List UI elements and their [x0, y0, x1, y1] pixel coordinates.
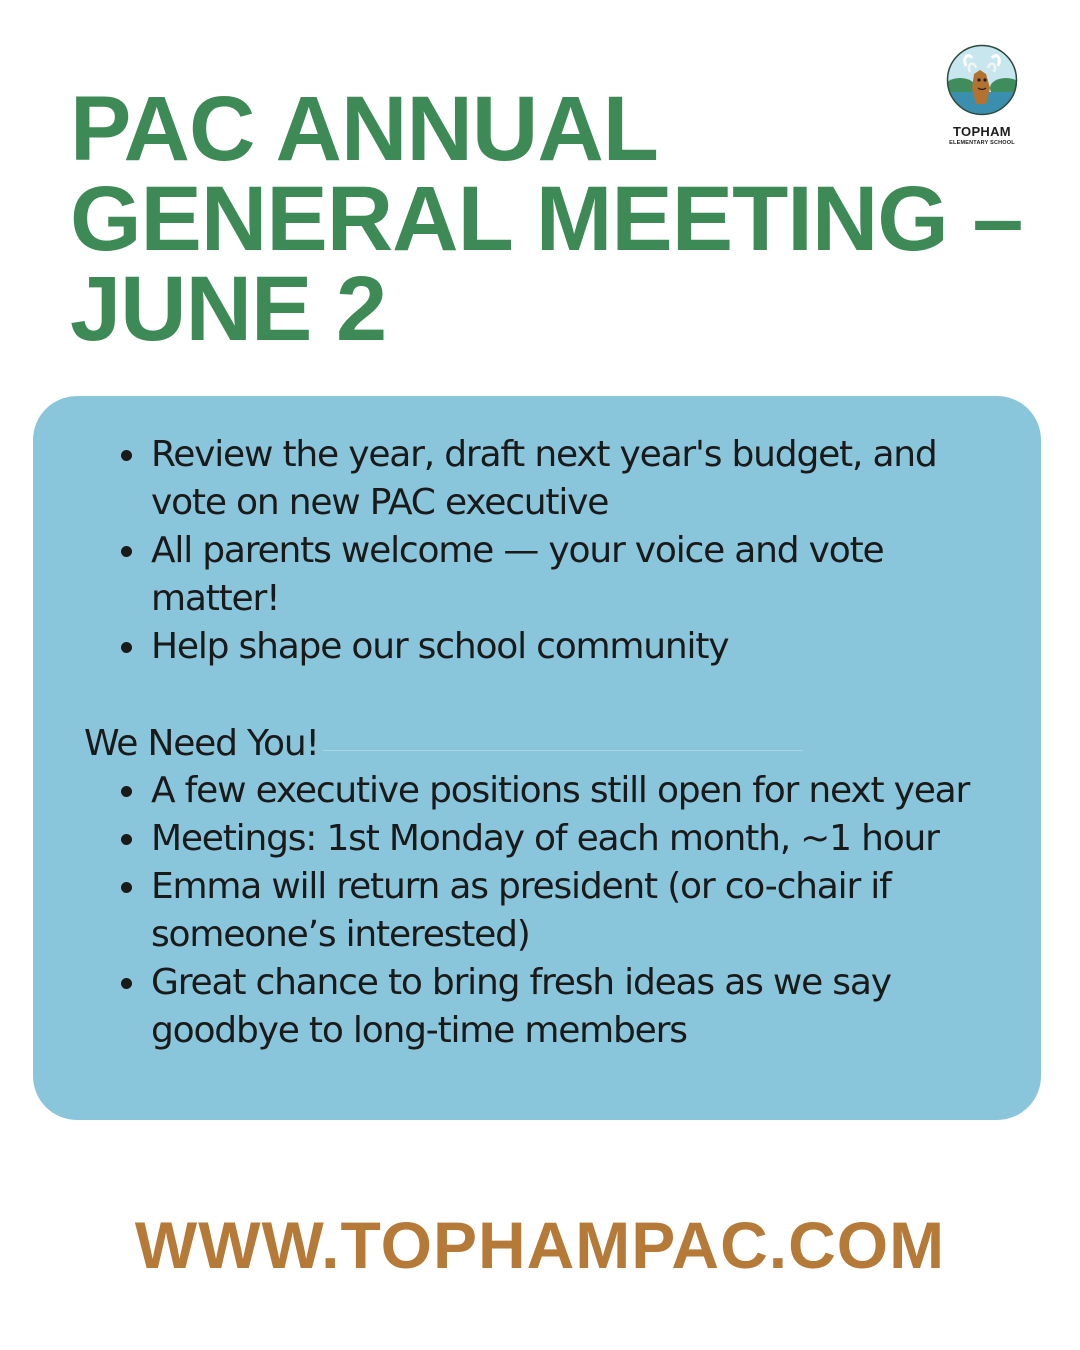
logo-school-subtitle: ELEMENTARY SCHOOL: [949, 140, 1015, 146]
logo-school-name: TOPHAM: [953, 124, 1011, 139]
list-item: All parents welcome — your voice and vote matter!: [33, 527, 991, 623]
school-mascot-logo-icon: [946, 44, 1018, 116]
list-item: Great chance to bring fresh ideas as we say goodbye to long-time members: [33, 959, 991, 1055]
website-link[interactable]: WWW.TOPHAMPAC.COM: [134, 1208, 946, 1282]
title-line: PAC ANNUAL: [70, 78, 658, 180]
list-item: Review the year, draft next year's budget, and vote on new PAC executive: [33, 431, 991, 527]
volunteer-list: [33, 767, 991, 1055]
title-line: JUNE 2: [70, 258, 387, 360]
school-logo: [936, 44, 1028, 146]
divider: [323, 750, 803, 751]
list-item: Help shape our school community: [33, 623, 991, 671]
list-item: Meetings: 1st Monday of each month, ~1 hour: [33, 815, 991, 863]
list-item: A few executive positions still open for next year: [33, 767, 991, 815]
agenda-list: [33, 431, 991, 671]
volunteer-heading: We Need You!: [84, 723, 319, 764]
page-title: [70, 78, 1030, 360]
list-item: Emma will return as president (or co-chair if someone’s interested): [33, 863, 991, 959]
title-line: GENERAL MEETING –: [70, 168, 1023, 270]
info-panel: [33, 396, 1041, 1120]
